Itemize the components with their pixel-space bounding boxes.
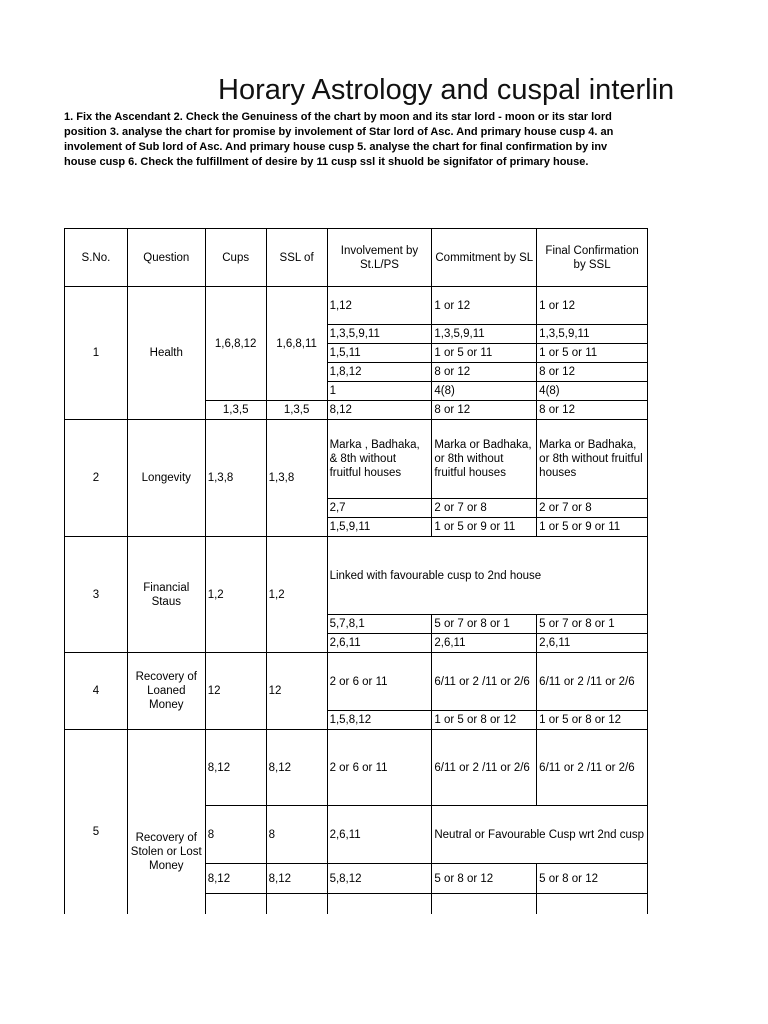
cell-commitment: 1 or 5 or 9 or 11 [432, 518, 537, 537]
header-row [65, 229, 648, 287]
cell-merged-condition: Neutral or Favourable Cusp wrt 2nd cusp [432, 806, 648, 864]
empty-cell [537, 894, 648, 915]
header-ssl: SSL of [266, 229, 327, 287]
cell-merged-condition: Linked with favourable cusp to 2nd house [327, 537, 647, 615]
cell-involvement: 2,7 [327, 499, 432, 518]
cell-question: Recovery of Loaned Money [127, 653, 205, 730]
cell-involvement: 1,5,11 [327, 344, 432, 363]
cell-final: 8 or 12 [537, 363, 648, 382]
header-sno: S.No. [65, 229, 128, 287]
cell-involvement: 2 or 6 or 11 [327, 730, 432, 806]
header-final-confirmation: Final Confirmation by SSL [537, 229, 648, 287]
cell-cups: 1,6,8,12 [205, 287, 266, 401]
cell-ssl: 1,6,8,11 [266, 287, 327, 401]
cell-final: 5 or 7 or 8 or 1 [537, 615, 648, 634]
cell-final: 5 or 8 or 12 [537, 864, 648, 894]
spreadsheet-area [64, 228, 648, 914]
table-row [65, 653, 648, 711]
instruction-line: house cusp 6. Check the fulfillment of desire by 11 cusp ssl it shuold be signifator of primary house. [64, 156, 589, 168]
cell-sno: 3 [65, 537, 128, 653]
cell-question: Recovery of Stolen or Lost Money [127, 730, 205, 915]
instruction-line: position 3. analyse the chart for promise by involement of Star lord of Asc. And primary house cusp 4. an [64, 126, 614, 138]
cell-ssl: 8 [266, 806, 327, 864]
cell-commitment: Marka or Badhaka, or 8th without fruitful houses [432, 420, 537, 499]
cell-final: 4(8) [537, 382, 648, 401]
table-row [65, 730, 648, 806]
empty-cell [205, 894, 266, 915]
cell-commitment: 5 or 8 or 12 [432, 864, 537, 894]
header-cups: Cups [205, 229, 266, 287]
cell-sno: 1 [65, 287, 128, 420]
cell-ssl: 1,2 [266, 537, 327, 653]
cell-commitment: 2,6,11 [432, 634, 537, 653]
empty-cell [266, 894, 327, 915]
cell-ssl: 12 [266, 653, 327, 730]
instruction-line: 1. Fix the Ascendant 2. Check the Genuiness of the chart by moon and its star lord - moon or its star lord [64, 111, 612, 123]
table-row [65, 537, 648, 615]
cell-involvement: 5,8,12 [327, 864, 432, 894]
astrology-table [64, 228, 648, 914]
cell-final: Marka or Badhaka, or 8th without fruitful houses [537, 420, 648, 499]
cell-sno: 5 [65, 730, 128, 915]
cell-sno: 4 [65, 653, 128, 730]
cell-question: Financial Staus [127, 537, 205, 653]
cell-involvement: 2,6,11 [327, 806, 432, 864]
cell-involvement: 8,12 [327, 401, 432, 420]
cell-involvement: 1,12 [327, 287, 432, 325]
cell-cups: 8 [205, 806, 266, 864]
cell-final: 2 or 7 or 8 [537, 499, 648, 518]
cell-commitment: 4(8) [432, 382, 537, 401]
cell-cups: 8,12 [205, 730, 266, 806]
instructions-text [64, 110, 648, 172]
cell-final: 8 or 12 [537, 401, 648, 420]
document-title: Horary Astrology and cuspal interlin [218, 74, 675, 106]
cell-involvement: 1,5,9,11 [327, 518, 432, 537]
table-row [65, 287, 648, 325]
cell-ssl: 8,12 [266, 730, 327, 806]
cell-involvement: Marka , Badhaka, & 8th without fruitful houses [327, 420, 432, 499]
cell-involvement: 1 [327, 382, 432, 401]
cell-involvement: 1,8,12 [327, 363, 432, 382]
cell-commitment: 1 or 5 or 8 or 12 [432, 711, 537, 730]
cell-final: 1 or 5 or 9 or 11 [537, 518, 648, 537]
cell-final: 6/11 or 2 /11 or 2/6 [537, 653, 648, 711]
cell-ssl: 8,12 [266, 864, 327, 894]
cell-commitment: 6/11 or 2 /11 or 2/6 [432, 653, 537, 711]
cell-question: Longevity [127, 420, 205, 537]
cell-ssl: 1,3,8 [266, 420, 327, 537]
empty-cell [432, 894, 537, 915]
empty-cell [327, 894, 432, 915]
header-involvement: Involvement by St.L/PS [327, 229, 432, 287]
cell-sno: 2 [65, 420, 128, 537]
cell-final: 6/11 or 2 /11 or 2/6 [537, 730, 648, 806]
header-question: Question [127, 229, 205, 287]
cell-final: 1 or 5 or 8 or 12 [537, 711, 648, 730]
cell-involvement: 5,7,8,1 [327, 615, 432, 634]
cell-involvement: 2,6,11 [327, 634, 432, 653]
cell-commitment: 1 or 12 [432, 287, 537, 325]
instruction-line: involement of Sub lord of Asc. And primary house cusp 5. analyse the chart for final confirmation by inv [64, 141, 608, 153]
table-row [65, 420, 648, 499]
cell-ssl: 1,3,5 [266, 401, 327, 420]
cell-question: Health [127, 287, 205, 420]
cell-final: 1 or 5 or 11 [537, 344, 648, 363]
cell-commitment: 1,3,5,9,11 [432, 325, 537, 344]
cell-cups: 8,12 [205, 864, 266, 894]
cell-final: 1,3,5,9,11 [537, 325, 648, 344]
cell-commitment: 8 or 12 [432, 401, 537, 420]
cell-final: 2,6,11 [537, 634, 648, 653]
cell-commitment: 1 or 5 or 11 [432, 344, 537, 363]
cell-involvement: 2 or 6 or 11 [327, 653, 432, 711]
cell-commitment: 8 or 12 [432, 363, 537, 382]
cell-final: 1 or 12 [537, 287, 648, 325]
cell-cups: 12 [205, 653, 266, 730]
cell-involvement: 1,5,8,12 [327, 711, 432, 730]
cell-commitment: 5 or 7 or 8 or 1 [432, 615, 537, 634]
cell-cups: 1,3,5 [205, 401, 266, 420]
cell-cups: 1,3,8 [205, 420, 266, 537]
cell-cups: 1,2 [205, 537, 266, 653]
cell-involvement: 1,3,5,9,11 [327, 325, 432, 344]
cell-commitment: 2 or 7 or 8 [432, 499, 537, 518]
cell-commitment: 6/11 or 2 /11 or 2/6 [432, 730, 537, 806]
header-commitment: Commitment by SL [432, 229, 537, 287]
